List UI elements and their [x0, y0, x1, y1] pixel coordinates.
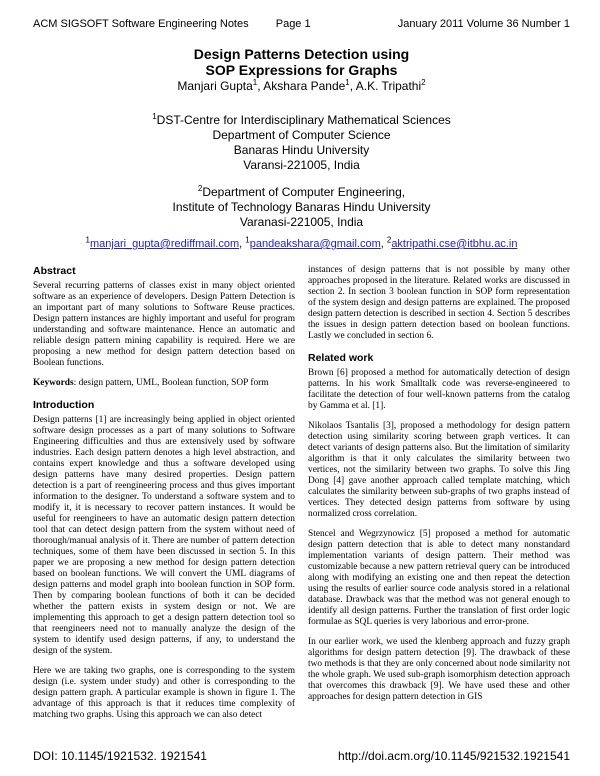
keywords-label: Keywords: [33, 378, 74, 388]
affiliation-2-line-3: Varanasi-221005, India: [239, 215, 364, 229]
author-2-affiliation-mark: 1: [345, 78, 350, 87]
left-column: [33, 265, 295, 721]
affiliation-2-mark: 2: [197, 184, 203, 193]
keywords-line: [33, 378, 295, 389]
footer-doi-url: http://doi.acm.org/10.1145/921532.1921541: [338, 749, 570, 763]
related-work-paragraph-tsantalis: Nikolaos Tsantalis [3], proposed a methodology for design pattern detection using similarity scoring between graph vertices. It can detect variants of design patterns also. But the limitation of similarity algorithm is that it only calculates the similarity between two vertices, not the similarity between two graphs. To solve this Jing Dong [4] gave another approach called template matching, which calculates the similarity between sub-graphs of two graphs instead of vertices. They detected design patterns from software by using normalized cross correlation.: [308, 421, 570, 519]
author-1-name: Manjari Gupta: [177, 79, 253, 93]
page-footer: [33, 750, 570, 763]
affiliation-2: [33, 185, 570, 230]
author-emails: [33, 235, 570, 251]
paper-title: [33, 46, 570, 78]
email-1-separator: ,: [239, 238, 246, 250]
author-1-affiliation-mark: 1: [252, 78, 258, 87]
running-header-issue: January 2011 Volume 36 Number 1: [397, 18, 570, 30]
introduction-heading: Introduction: [33, 399, 95, 411]
right-column: [308, 265, 570, 721]
email-3-mark: 2: [386, 235, 392, 245]
author-3-name: A.K. Tripathi: [355, 79, 422, 93]
affiliation-2-line-2: Institute of Technology Banaras Hindu University: [172, 200, 431, 214]
affiliation-1-line-2: Department of Computer Science: [212, 128, 391, 142]
abstract-paragraph: Several recurring patterns of classes exist in many object oriented software as an experience of developers. Design Pattern Detection is an important part of many solutions to Software Reuse practices. Design pattern instances are highly important and useful for program understanding and software maintenance. Hence an automatic and reliable design pattern mining capability is required. Here we are proposing a new method for design pattern detection based on Boolean functions.: [33, 281, 295, 368]
author-2-separator: ,: [349, 79, 356, 93]
footer-doi: DOI: 10.1145/1921532. 1921541: [33, 749, 207, 763]
running-header: [33, 18, 570, 30]
related-work-paragraph-earlier-work: In our earlier work, we used the klenberg approach and fuzzy graph algorithms for design pattern detection [9]. The drawback of these two methods is that they are only concerned about node similarity not the whole graph. We used sub-graph isomorphism detection approach that overcomes this drawback [9]. We have used these and other approaches for design pattern detection in GIS: [308, 637, 570, 702]
introduction-paragraph-2: Here we are taking two graphs, one is corresponding to the system design (i.e. system under study) and other is corresponding to the design pattern graph. A particular example is shown in figure 1. The advantage of this approach is that it reduces time complexity of matching two graphs. Using this approach we can also detect: [33, 666, 295, 720]
affiliation-1: [33, 113, 570, 173]
author-3: [356, 79, 426, 93]
affiliation-1-line-1: [33, 113, 570, 128]
email-1-mark: 1: [85, 235, 90, 245]
author-3-affiliation-mark: 2: [421, 78, 426, 87]
affiliation-1-mark: 1: [152, 112, 157, 121]
author-2: [263, 79, 356, 93]
author-2-name: Akshara Pande: [263, 79, 346, 93]
affiliation-1-line-3: Banaras Hindu University: [233, 143, 370, 157]
email-2: [245, 235, 387, 250]
author-list: [33, 79, 570, 93]
affiliation-2-line-1: [33, 185, 570, 200]
email-2-mark: 1: [245, 235, 250, 245]
email-1: [85, 235, 246, 250]
abstract-heading: Abstract: [33, 265, 76, 277]
affiliation-2-department: Department of Computer Engineering,: [202, 185, 406, 199]
author-1: [177, 79, 263, 93]
running-header-journal: ACM SIGSOFT Software Engineering Notes: [33, 18, 249, 30]
email-1-link[interactable]: manjari_gupta@rediffmail.com: [90, 238, 240, 250]
author-1-separator: ,: [257, 79, 264, 93]
running-header-page-number: Page 1: [275, 18, 311, 30]
email-3-link[interactable]: aktripathi.cse@itbhu.ac.in: [391, 238, 518, 250]
paper-body: [33, 265, 570, 721]
affiliation-1-line-4: Varansi-221005, India: [243, 158, 360, 172]
email-2-separator: ,: [380, 238, 387, 250]
keywords-text: : design pattern, UML, Boolean function, SOP form: [73, 378, 269, 388]
affiliation-1-institute: DST-Centre for Interdisciplinary Mathematical Sciences: [156, 113, 451, 127]
related-work-paragraph-brown: Brown [6] proposed a method for automatically detection of design patterns. In his work Smalltalk code was reverse-engineered to facilitate the detection of four well-known patterns from the catalog by Gamma et al. [1].: [308, 368, 570, 411]
paper-title-line-1: Design Patterns Detection using: [193, 46, 410, 62]
email-2-link[interactable]: pandeakshara@gmail.com: [249, 238, 381, 250]
related-work-paragraph-stencel: Stencel and Wegrzynowicz [5] proposed a method for automatic design pattern detection that is able to detect many nonstandard implementation variants of design pattern. Their method was customizable because a new pattern retrieval query can be introduced along with modifying an existing one and then repeat the detection using the results of earlier source code analysis stored in a relational database. Drawback was that the method was not general enough to identify all design patterns. Further the translation of first order logic formulae as SQL queries is very laborious and error-prone.: [308, 529, 570, 627]
email-3: [386, 235, 518, 250]
paper-title-line-2: SOP Expressions for Graphs: [205, 62, 398, 78]
related-work-heading: Related work: [308, 352, 374, 364]
introduction-paragraph-1: Design patterns [1] are increasingly being applied in object oriented software design processes as a part of many solutions to Software Engineering difficulties and thus are extensively used by software industries. Each design pattern denotes a high level abstraction, and contains expert knowledge and thus a software developed using design patterns have many desired properties. Design pattern detection is a part of reengineering process and thus gives important information to the designer. To understand a software system and to modify it, it is necessary to recover pattern instances. It would be useful for reengineers to have an automatic design pattern detection tool that can detect design pattern from the system without need of thorough/manual analysis of it. There are number of pattern detection techniques, some of them have been discussed in section 5. In this paper we are proposing a new method for design pattern detection based on boolean functions. We will convert the UML diagrams of design patterns and model graph into boolean function in SOP form. Then by comparing boolean functions of both it can be decided whether the pattern exists in system design or not. We are implementing this approach to get a design pattern detection tool so that reengineers need not to manually analyze the design of the system to identify used design patterns, if any, to understand the design of the system.: [33, 415, 295, 656]
introduction-continuation-paragraph: instances of design patterns that is not possible by many other approaches proposed in the literature. Related works are discussed in section 2. In section 3 boolean function in SOP form representation of the system design and design patterns are explained. The proposed design pattern detection is described in section 4. Section 5 describes the issues in design pattern detection based on boolean functions. Lastly we concluded in section 6.: [308, 265, 570, 341]
